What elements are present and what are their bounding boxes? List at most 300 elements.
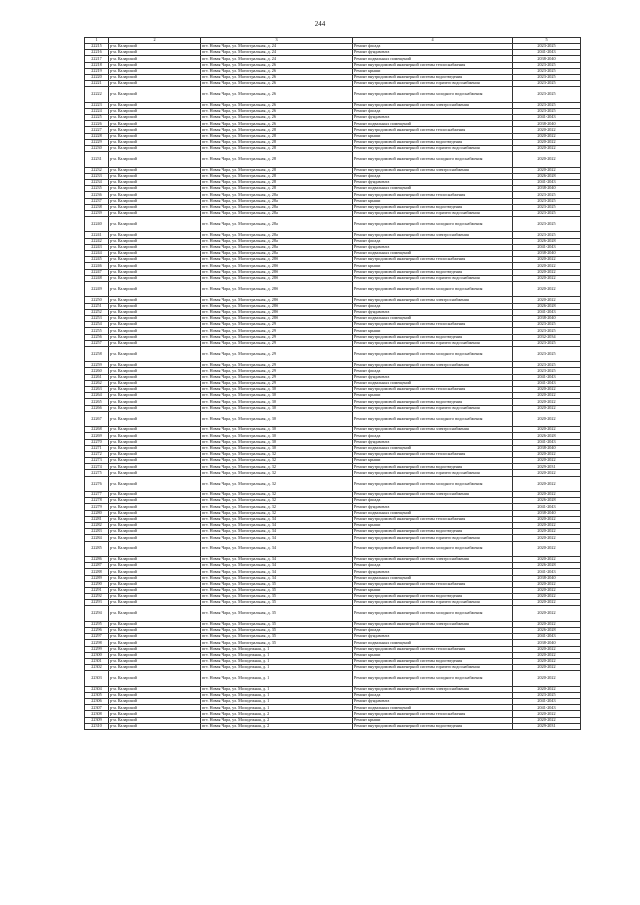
work-type-cell: Ремонт внутридомовой инженерной системы горячего водоснабжения <box>353 470 513 476</box>
period-cell: 2020-2022 <box>513 522 581 528</box>
period-cell: 2041-2043 <box>513 244 581 250</box>
row-number-cell: 22254 <box>85 322 109 328</box>
district-cell: р-н. Каларский <box>109 658 201 664</box>
work-type-cell: Ремонт внутридомовой инженерной системы водоотведения <box>353 204 513 210</box>
work-type-cell: Ремонт фасада <box>353 238 513 244</box>
address-cell: пгт. Новая Чара, ул. Молодежная, д. 1 <box>201 705 353 711</box>
work-type-cell: Ремонт внутридомовой инженерной системы холодного водоснабжения <box>353 411 513 426</box>
table-row <box>85 346 581 361</box>
work-type-cell: Ремонт внутридомовой инженерной системы теплоснабжения <box>353 257 513 263</box>
district-cell: р-н. Каларский <box>109 458 201 464</box>
district-cell: р-н. Каларский <box>109 723 201 729</box>
period-cell: 2041-2043 <box>513 634 581 640</box>
work-type-cell: Ремонт внутридомовой инженерной системы холодного водоснабжения <box>353 87 513 102</box>
period-cell: 2020-2022 <box>513 606 581 621</box>
period-cell: 2020-2022 <box>513 587 581 593</box>
period-cell: 2020-2022 <box>513 717 581 723</box>
district-cell: р-н. Каларский <box>109 44 201 50</box>
work-type-cell: Ремонт внутридомовой инженерной системы теплоснабжения <box>353 322 513 328</box>
row-number-cell: 22251 <box>85 303 109 309</box>
work-type-cell: Ремонт внутридомовой инженерной системы водоотведения <box>353 139 513 145</box>
period-cell: 2038-2040 <box>513 56 581 62</box>
row-number-cell: 22300 <box>85 652 109 658</box>
work-type-cell: Ремонт внутридомовой инженерной системы холодного водоснабжения <box>353 671 513 686</box>
period-cell: 2020-2022 <box>513 541 581 556</box>
row-number-cell: 22299 <box>85 646 109 652</box>
address-cell: пгт. Новая Чара, ул. Магистральная, д. 28 <box>201 167 353 173</box>
work-type-cell: Ремонт внутридомовой инженерной системы горячего водоснабжения <box>353 81 513 87</box>
district-cell: р-н. Каларский <box>109 594 201 600</box>
period-cell: 2020-2022 <box>513 451 581 457</box>
row-number-cell: 22288 <box>85 569 109 575</box>
work-type-cell: Ремонт внутридомовой инженерной системы горячего водоснабжения <box>353 146 513 152</box>
period-cell: 2020-2022 <box>513 458 581 464</box>
period-cell: 2020-2022 <box>513 263 581 269</box>
work-type-cell: Ремонт фундамента <box>353 569 513 575</box>
work-type-cell: Ремонт фасада <box>353 692 513 698</box>
period-cell: 2038-2040 <box>513 251 581 257</box>
district-cell: р-н. Каларский <box>109 516 201 522</box>
district-cell: р-н. Каларский <box>109 204 201 210</box>
row-number-cell: 22239 <box>85 210 109 216</box>
period-cell: 2020-2022 <box>513 529 581 535</box>
period-cell: 2023-2025 <box>513 692 581 698</box>
address-cell: пгт. Новая Чара, ул. Магистральная, д. 29 <box>201 328 353 334</box>
work-type-cell: Ремонт крыши <box>353 652 513 658</box>
period-cell: 2026-2028 <box>513 433 581 439</box>
work-type-cell: Ремонт фасада <box>353 173 513 179</box>
work-type-cell: Ремонт крыши <box>353 263 513 269</box>
address-cell: пгт. Новая Чара, ул. Магистральная, д. 35 <box>201 594 353 600</box>
row-number-cell: 22266 <box>85 405 109 411</box>
row-number-cell: 22307 <box>85 705 109 711</box>
period-cell: 2020-2022 <box>513 275 581 281</box>
table-row <box>85 476 581 491</box>
address-cell: пгт. Новая Чара, ул. Магистральная, д. 30 <box>201 427 353 433</box>
district-cell: р-н. Каларский <box>109 257 201 263</box>
period-cell: 2038-2040 <box>513 640 581 646</box>
district-cell: р-н. Каларский <box>109 139 201 145</box>
work-type-cell: Ремонт подвальных помещений <box>353 445 513 451</box>
row-number-cell: 22276 <box>85 476 109 491</box>
row-number-cell: 22294 <box>85 606 109 621</box>
address-cell: пгт. Новая Чара, ул. Магистральная, д. 28 <box>201 133 353 139</box>
address-cell: пгт. Новая Чара, ул. Магистральная, д. 24 <box>201 50 353 56</box>
district-cell: р-н. Каларский <box>109 671 201 686</box>
address-cell: пгт. Новая Чара, ул. Магистральная, д. 28б <box>201 309 353 315</box>
row-number-cell: 22268 <box>85 427 109 433</box>
row-number-cell: 22228 <box>85 133 109 139</box>
table-body <box>85 44 581 730</box>
district-cell: р-н. Каларский <box>109 711 201 717</box>
district-cell: р-н. Каларский <box>109 115 201 121</box>
work-type-cell: Ремонт внутридомовой инженерной системы теплоснабжения <box>353 581 513 587</box>
work-type-cell: Ремонт внутридомовой инженерной системы горячего водоснабжения <box>353 210 513 216</box>
address-cell: пгт. Новая Чара, ул. Магистральная, д. 26 <box>201 74 353 80</box>
row-number-cell: 22291 <box>85 587 109 593</box>
district-cell: р-н. Каларский <box>109 374 201 380</box>
address-cell: пгт. Новая Чара, ул. Молодежная, д. 1 <box>201 658 353 664</box>
work-type-cell: Ремонт внутридомовой инженерной системы холодного водоснабжения <box>353 217 513 232</box>
work-type-cell: Ремонт крыши <box>353 133 513 139</box>
period-cell: 2041-2043 <box>513 504 581 510</box>
period-cell: 2023-2025 <box>513 192 581 198</box>
row-number-cell: 22286 <box>85 556 109 562</box>
row-number-cell: 22290 <box>85 581 109 587</box>
address-cell: пгт. Новая Чара, ул. Магистральная, д. 28б <box>201 315 353 321</box>
row-number-cell: 22264 <box>85 393 109 399</box>
address-cell: пгт. Новая Чара, ул. Молодежная, д. 1 <box>201 646 353 652</box>
work-type-cell: Ремонт подвальных помещений <box>353 575 513 581</box>
address-cell: пгт. Новая Чара, ул. Магистральная, д. 28б <box>201 281 353 296</box>
row-number-cell: 22232 <box>85 167 109 173</box>
work-type-cell: Ремонт фундамента <box>353 309 513 315</box>
address-cell: пгт. Новая Чара, ул. Молодежная, д. 2 <box>201 717 353 723</box>
work-type-cell: Ремонт фундамента <box>353 179 513 185</box>
row-number-cell: 22240 <box>85 217 109 232</box>
address-cell: пгт. Новая Чара, ул. Молодежная, д. 1 <box>201 652 353 658</box>
period-cell: 2023-2025 <box>513 108 581 114</box>
address-cell: пгт. Новая Чара, ул. Магистральная, д. 28а <box>201 238 353 244</box>
address-cell: пгт. Новая Чара, ул. Магистральная, д. 28б <box>201 275 353 281</box>
work-type-cell: Ремонт внутридомовой инженерной системы теплоснабжения <box>353 387 513 393</box>
table-row <box>85 723 581 729</box>
row-number-cell: 22217 <box>85 56 109 62</box>
row-number-cell: 22304 <box>85 686 109 692</box>
row-number-cell: 22243 <box>85 244 109 250</box>
period-cell: 2023-2025 <box>513 362 581 368</box>
address-cell: пгт. Новая Чара, ул. Магистральная, д. 29 <box>201 340 353 346</box>
row-number-cell: 22298 <box>85 640 109 646</box>
row-number-cell: 22275 <box>85 470 109 476</box>
row-number-cell: 22247 <box>85 269 109 275</box>
work-type-cell: Ремонт внутридомовой инженерной системы электроснабжения <box>353 232 513 238</box>
district-cell: р-н. Каларский <box>109 510 201 516</box>
district-cell: р-н. Каларский <box>109 522 201 528</box>
district-cell: р-н. Каларский <box>109 504 201 510</box>
address-cell: пгт. Новая Чара, ул. Магистральная, д. 32 <box>201 458 353 464</box>
address-cell: пгт. Новая Чара, ул. Магистральная, д. 34 <box>201 563 353 569</box>
address-cell: пгт. Новая Чара, ул. Магистральная, д. 30 <box>201 387 353 393</box>
period-cell: 2020-2022 <box>513 671 581 686</box>
period-cell: 2023-2025 <box>513 346 581 361</box>
period-cell: 2041-2043 <box>513 705 581 711</box>
period-cell: 2026-2028 <box>513 563 581 569</box>
period-cell: 2023-2025 <box>513 204 581 210</box>
district-cell: р-н. Каларский <box>109 68 201 74</box>
period-cell: 2029-2031 <box>513 723 581 729</box>
address-cell: пгт. Новая Чара, ул. Магистральная, д. 29 <box>201 368 353 374</box>
work-type-cell: Ремонт внутридомовой инженерной системы электроснабжения <box>353 686 513 692</box>
address-cell: пгт. Новая Чара, ул. Магистральная, д. 28а <box>201 210 353 216</box>
address-cell: пгт. Новая Чара, ул. Магистральная, д. 35 <box>201 581 353 587</box>
table-row <box>85 281 581 296</box>
row-number-cell: 22270 <box>85 439 109 445</box>
row-number-cell: 22269 <box>85 433 109 439</box>
period-cell: 2032-2034 <box>513 334 581 340</box>
work-type-cell: Ремонт внутридомовой инженерной системы водоотведения <box>353 269 513 275</box>
work-type-cell: Ремонт крыши <box>353 198 513 204</box>
work-type-cell: Ремонт внутридомовой инженерной системы электроснабжения <box>353 362 513 368</box>
period-cell: 2026-2028 <box>513 303 581 309</box>
address-cell: пгт. Новая Чара, ул. Магистральная, д. 24 <box>201 44 353 50</box>
table-row <box>85 411 581 426</box>
row-number-cell: 22287 <box>85 563 109 569</box>
district-cell: р-н. Каларский <box>109 232 201 238</box>
period-cell: 2038-2040 <box>513 186 581 192</box>
row-number-cell: 22253 <box>85 315 109 321</box>
address-cell: пгт. Новая Чара, ул. Магистральная, д. 28 <box>201 173 353 179</box>
address-cell: пгт. Новая Чара, ул. Магистральная, д. 28б <box>201 257 353 263</box>
district-cell: р-н. Каларский <box>109 269 201 275</box>
address-cell: пгт. Новая Чара, ул. Магистральная, д. 34 <box>201 529 353 535</box>
address-cell: пгт. Новая Чара, ул. Магистральная, д. 29 <box>201 322 353 328</box>
address-cell: пгт. Новая Чара, ул. Магистральная, д. 28 <box>201 127 353 133</box>
period-cell: 2023-2025 <box>513 340 581 346</box>
address-cell: пгт. Новая Чара, ул. Магистральная, д. 28а <box>201 232 353 238</box>
address-cell: пгт. Новая Чара, ул. Магистральная, д. 26 <box>201 87 353 102</box>
period-cell: 2020-2022 <box>513 427 581 433</box>
row-number-cell: 22244 <box>85 251 109 257</box>
period-cell: 2020-2022 <box>513 405 581 411</box>
district-cell: р-н. Каларский <box>109 575 201 581</box>
work-type-cell: Ремонт подвальных помещений <box>353 186 513 192</box>
table-row <box>85 152 581 167</box>
row-number-cell: 22271 <box>85 445 109 451</box>
work-type-cell: Ремонт фундамента <box>353 699 513 705</box>
address-cell: пгт. Новая Чара, ул. Магистральная, д. 35 <box>201 628 353 634</box>
row-number-cell: 22280 <box>85 510 109 516</box>
period-cell: 2020-2022 <box>513 470 581 476</box>
period-cell: 2023-2025 <box>513 328 581 334</box>
address-cell: пгт. Новая Чара, ул. Магистральная, д. 34 <box>201 541 353 556</box>
period-cell: 2020-2022 <box>513 581 581 587</box>
period-cell: 2020-2022 <box>513 516 581 522</box>
row-number-cell: 22277 <box>85 492 109 498</box>
district-cell: р-н. Каларский <box>109 303 201 309</box>
district-cell: р-н. Каларский <box>109 152 201 167</box>
district-cell: р-н. Каларский <box>109 192 201 198</box>
work-type-cell: Ремонт внутридомовой инженерной системы теплоснабжения <box>353 192 513 198</box>
district-cell: р-н. Каларский <box>109 127 201 133</box>
address-cell: пгт. Новая Чара, ул. Магистральная, д. 35 <box>201 634 353 640</box>
period-cell: 2020-2022 <box>513 476 581 491</box>
row-number-cell: 22236 <box>85 192 109 198</box>
row-number-cell: 22242 <box>85 238 109 244</box>
district-cell: р-н. Каларский <box>109 167 201 173</box>
address-cell: пгт. Новая Чара, ул. Магистральная, д. 30 <box>201 433 353 439</box>
address-cell: пгт. Новая Чара, ул. Магистральная, д. 28 <box>201 139 353 145</box>
period-cell: 2041-2043 <box>513 309 581 315</box>
work-type-cell: Ремонт подвальных помещений <box>353 380 513 386</box>
row-number-cell: 22293 <box>85 600 109 606</box>
district-cell: р-н. Каларский <box>109 640 201 646</box>
period-cell: 2020-2022 <box>513 167 581 173</box>
district-cell: р-н. Каларский <box>109 529 201 535</box>
district-cell: р-н. Каларский <box>109 634 201 640</box>
address-cell: пгт. Новая Чара, ул. Магистральная, д. 26 <box>201 81 353 87</box>
address-cell: пгт. Новая Чара, ул. Магистральная, д. 26 <box>201 115 353 121</box>
district-cell: р-н. Каларский <box>109 556 201 562</box>
period-cell: 2041-2043 <box>513 374 581 380</box>
row-number-cell: 22219 <box>85 68 109 74</box>
district-cell: р-н. Каларский <box>109 50 201 56</box>
district-cell: р-н. Каларский <box>109 56 201 62</box>
district-cell: р-н. Каларский <box>109 606 201 621</box>
address-cell: пгт. Новая Чара, ул. Магистральная, д. 26 <box>201 62 353 68</box>
table-row <box>85 541 581 556</box>
period-cell: 2023-2025 <box>513 87 581 102</box>
row-number-cell: 22278 <box>85 498 109 504</box>
work-type-cell: Ремонт подвальных помещений <box>353 56 513 62</box>
row-number-cell: 22230 <box>85 146 109 152</box>
period-cell: 2041-2043 <box>513 439 581 445</box>
period-cell: 2041-2043 <box>513 115 581 121</box>
period-cell: 2041-2043 <box>513 569 581 575</box>
row-number-cell: 22221 <box>85 81 109 87</box>
district-cell: р-н. Каларский <box>109 81 201 87</box>
district-cell: р-н. Каларский <box>109 244 201 250</box>
work-type-cell: Ремонт фасада <box>353 303 513 309</box>
address-cell: пгт. Новая Чара, ул. Магистральная, д. 29 <box>201 380 353 386</box>
period-cell: 2038-2040 <box>513 510 581 516</box>
row-number-cell: 22255 <box>85 328 109 334</box>
row-number-cell: 22250 <box>85 297 109 303</box>
period-cell: 2023-2025 <box>513 74 581 80</box>
district-cell: р-н. Каларский <box>109 322 201 328</box>
work-type-cell: Ремонт фасада <box>353 44 513 50</box>
district-cell: р-н. Каларский <box>109 380 201 386</box>
district-cell: р-н. Каларский <box>109 179 201 185</box>
row-number-cell: 22256 <box>85 334 109 340</box>
work-type-cell: Ремонт внутридомовой инженерной системы водоотведения <box>353 723 513 729</box>
period-cell: 2041-2043 <box>513 179 581 185</box>
work-type-cell: Ремонт внутридомовой инженерной системы холодного водоснабжения <box>353 476 513 491</box>
district-cell: р-н. Каларский <box>109 340 201 346</box>
address-cell: пгт. Новая Чара, ул. Магистральная, д. 29 <box>201 362 353 368</box>
district-cell: р-н. Каларский <box>109 581 201 587</box>
row-number-cell: 22245 <box>85 257 109 263</box>
period-cell: 2020-2022 <box>513 600 581 606</box>
district-cell: р-н. Каларский <box>109 198 201 204</box>
address-cell: пгт. Новая Чара, ул. Магистральная, д. 28а <box>201 204 353 210</box>
period-cell: 2020-2022 <box>513 652 581 658</box>
district-cell: р-н. Каларский <box>109 251 201 257</box>
table-row <box>85 671 581 686</box>
work-type-cell: Ремонт подвальных помещений <box>353 121 513 127</box>
row-number-cell: 22261 <box>85 374 109 380</box>
row-number-cell: 22272 <box>85 451 109 457</box>
work-type-cell: Ремонт крыши <box>353 68 513 74</box>
district-cell: р-н. Каларский <box>109 628 201 634</box>
period-cell: 2023-2025 <box>513 322 581 328</box>
work-type-cell: Ремонт внутридомовой инженерной системы горячего водоснабжения <box>353 600 513 606</box>
row-number-cell: 22246 <box>85 263 109 269</box>
district-cell: р-н. Каларский <box>109 692 201 698</box>
period-cell: 2020-2022 <box>513 658 581 664</box>
row-number-cell: 22284 <box>85 535 109 541</box>
work-type-cell: Ремонт внутридомовой инженерной системы водоотведения <box>353 594 513 600</box>
row-number-cell: 22285 <box>85 541 109 556</box>
district-cell: р-н. Каларский <box>109 393 201 399</box>
work-type-cell: Ремонт фундамента <box>353 244 513 250</box>
work-type-cell: Ремонт подвальных помещений <box>353 640 513 646</box>
header-col-2: 2 <box>109 38 201 44</box>
work-type-cell: Ремонт внутридомовой инженерной системы электроснабжения <box>353 427 513 433</box>
period-cell: 2038-2040 <box>513 315 581 321</box>
period-cell: 2020-2022 <box>513 393 581 399</box>
address-cell: пгт. Новая Чара, ул. Магистральная, д. 28 <box>201 152 353 167</box>
row-number-cell: 22222 <box>85 87 109 102</box>
work-type-cell: Ремонт подвальных помещений <box>353 705 513 711</box>
district-cell: р-н. Каларский <box>109 699 201 705</box>
work-type-cell: Ремонт внутридомовой инженерной системы холодного водоснабжения <box>353 281 513 296</box>
work-type-cell: Ремонт внутридомовой инженерной системы электроснабжения <box>353 297 513 303</box>
row-number-cell: 22233 <box>85 173 109 179</box>
work-type-cell: Ремонт внутридомовой инженерной системы электроснабжения <box>353 167 513 173</box>
district-cell: р-н. Каларский <box>109 102 201 108</box>
work-type-cell: Ремонт фасада <box>353 628 513 634</box>
row-number-cell: 22297 <box>85 634 109 640</box>
row-number-cell: 22295 <box>85 621 109 627</box>
period-cell: 2023-2025 <box>513 68 581 74</box>
period-cell: 2020-2022 <box>513 665 581 671</box>
address-cell: пгт. Новая Чара, ул. Магистральная, д. 28а <box>201 244 353 250</box>
period-cell: 2026-2028 <box>513 173 581 179</box>
work-type-cell: Ремонт внутридомовой инженерной системы водоотведения <box>353 334 513 340</box>
district-cell: р-н. Каларский <box>109 62 201 68</box>
address-cell: пгт. Новая Чара, ул. Магистральная, д. 26 <box>201 108 353 114</box>
row-number-cell: 22283 <box>85 529 109 535</box>
work-type-cell: Ремонт фундамента <box>353 504 513 510</box>
row-number-cell: 22289 <box>85 575 109 581</box>
work-type-cell: Ремонт внутридомовой инженерной системы водоотведения <box>353 464 513 470</box>
work-type-cell: Ремонт внутридомовой инженерной системы горячего водоснабжения <box>353 535 513 541</box>
row-number-cell: 22216 <box>85 50 109 56</box>
row-number-cell: 22282 <box>85 522 109 528</box>
period-cell: 2041-2043 <box>513 50 581 56</box>
address-cell: пгт. Новая Чара, ул. Молодежная, д. 1 <box>201 699 353 705</box>
address-cell: пгт. Новая Чара, ул. Магистральная, д. 32 <box>201 470 353 476</box>
row-number-cell: 22305 <box>85 692 109 698</box>
row-number-cell: 22258 <box>85 346 109 361</box>
address-cell: пгт. Новая Чара, ул. Магистральная, д. 30 <box>201 405 353 411</box>
work-type-cell: Ремонт фасада <box>353 563 513 569</box>
address-cell: пгт. Новая Чара, ул. Магистральная, д. 28 <box>201 179 353 185</box>
header-col-3: 3 <box>201 38 353 44</box>
district-cell: р-н. Каларский <box>109 445 201 451</box>
address-cell: пгт. Новая Чара, ул. Магистральная, д. 32 <box>201 510 353 516</box>
row-number-cell: 22310 <box>85 723 109 729</box>
district-cell: р-н. Каларский <box>109 315 201 321</box>
work-type-cell: Ремонт внутридомовой инженерной системы теплоснабжения <box>353 62 513 68</box>
row-number-cell: 22259 <box>85 362 109 368</box>
period-cell: 2038-2040 <box>513 575 581 581</box>
address-cell: пгт. Новая Чара, ул. Магистральная, д. 34 <box>201 522 353 528</box>
district-cell: р-н. Каларский <box>109 297 201 303</box>
period-cell: 2020-2022 <box>513 152 581 167</box>
row-number-cell: 22260 <box>85 368 109 374</box>
district-cell: р-н. Каларский <box>109 362 201 368</box>
district-cell: р-н. Каларский <box>109 535 201 541</box>
district-cell: р-н. Каларский <box>109 621 201 627</box>
district-cell: р-н. Каларский <box>109 665 201 671</box>
work-type-cell: Ремонт крыши <box>353 522 513 528</box>
district-cell: р-н. Каларский <box>109 433 201 439</box>
row-number-cell: 22262 <box>85 380 109 386</box>
address-cell: пгт. Новая Чара, ул. Магистральная, д. 32 <box>201 498 353 504</box>
period-cell: 2020-2022 <box>513 399 581 405</box>
